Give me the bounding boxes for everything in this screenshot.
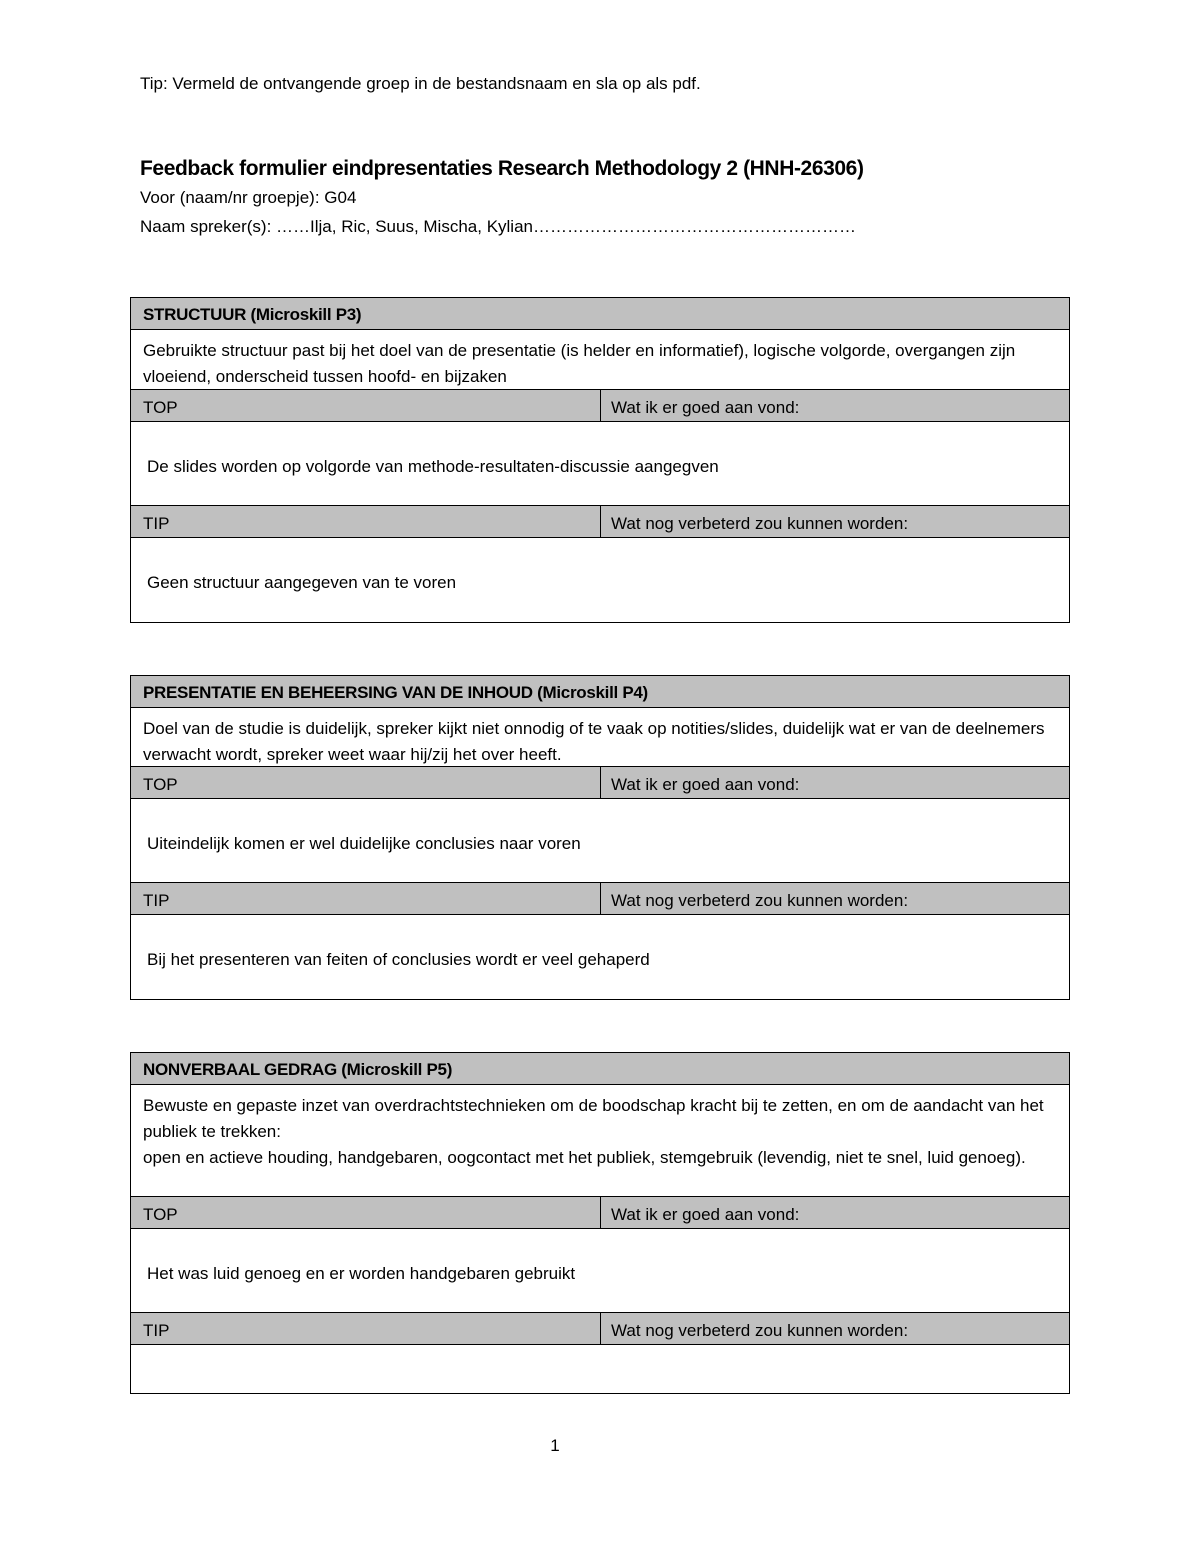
tip-prompt: Wat nog verbeterd zou kunnen worden: <box>611 514 909 533</box>
tip-answer[interactable] <box>131 1345 1069 1393</box>
group-field: Voor (naam/nr groepje): G04 <box>140 188 357 207</box>
section-presentatie <box>130 675 1070 1000</box>
tip-header-row <box>131 883 1069 915</box>
tip-label: TIP <box>131 506 601 537</box>
section-heading: NONVERBAAL GEDRAG (Microskill P5) <box>131 1053 1069 1085</box>
top-label: TOP <box>131 390 601 421</box>
description-line-1: Bewuste en gepaste inzet van overdrachtstechnieken om de boodschap kracht bij te zetten, en om de aandacht van het publiek te trekken: <box>143 1096 1044 1141</box>
section-description: Gebruikte structuur past bij het doel van de presentatie (is helder en informatief), logische volgorde, overgangen zijn vloeiend, onderscheid tussen hoofd- en bijzaken <box>131 330 1069 390</box>
tip-label: TIP <box>131 1313 601 1344</box>
tip-label: TIP <box>131 883 601 914</box>
tip-header-row <box>131 1313 1069 1345</box>
section-description: Doel van de studie is duidelijk, spreker kijkt niet onnodig of te vaak op notities/slides, duidelijk wat er van de deelnemers verwacht wordt, spreker weet waar hij/zij het over heeft. <box>131 708 1069 767</box>
tip-answer[interactable]: Geen structuur aangegeven van te voren <box>147 573 457 592</box>
section-nonverbaal <box>130 1052 1070 1394</box>
top-header-row <box>131 390 1069 422</box>
tip-answer[interactable]: Bij het presenteren van feiten of conclusies wordt er veel gehaperd <box>147 950 650 969</box>
description-line-2: open en actieve houding, handgebaren, oogcontact met het publiek, stemgebruik (levendig, niet te snel, luid genoeg). <box>143 1148 1026 1167</box>
section-description <box>131 1085 1069 1197</box>
tip-prompt: Wat nog verbeterd zou kunnen worden: <box>611 1321 909 1340</box>
top-answer[interactable]: Het was luid genoeg en er worden handgebaren gebruikt <box>131 1229 1069 1313</box>
top-header-row <box>131 767 1069 799</box>
top-label: TOP <box>131 1197 601 1228</box>
page-title: Feedback formulier eindpresentaties Research Methodology 2 (HNH-26306) <box>140 157 864 180</box>
top-answer[interactable]: Uiteindelijk komen er wel duidelijke conclusies naar voren <box>131 799 1069 883</box>
top-answer[interactable]: De slides worden op volgorde van methode-resultaten-discussie aangegven <box>131 422 1069 506</box>
top-prompt: Wat ik er goed aan vond: <box>611 775 800 794</box>
tip-header-row <box>131 506 1069 538</box>
top-label: TOP <box>131 767 601 798</box>
section-structuur <box>130 297 1070 623</box>
top-header-row <box>131 1197 1069 1229</box>
section-heading: STRUCTUUR (Microskill P3) <box>131 298 1069 330</box>
speakers-field: Naam spreker(s): ……Ilja, Ric, Suus, Mischa, Kylian………………………………………………… <box>140 217 856 236</box>
page-number: 1 <box>550 1436 560 1455</box>
tip-prompt: Wat nog verbeterd zou kunnen worden: <box>611 891 909 910</box>
top-prompt: Wat ik er goed aan vond: <box>611 1205 800 1224</box>
tip-text: Tip: Vermeld de ontvangende groep in de bestandsnaam en sla op als pdf. <box>140 74 701 93</box>
top-prompt: Wat ik er goed aan vond: <box>611 398 800 417</box>
section-heading: PRESENTATIE EN BEHEERSING VAN DE INHOUD (Microskill P4) <box>131 676 1069 708</box>
